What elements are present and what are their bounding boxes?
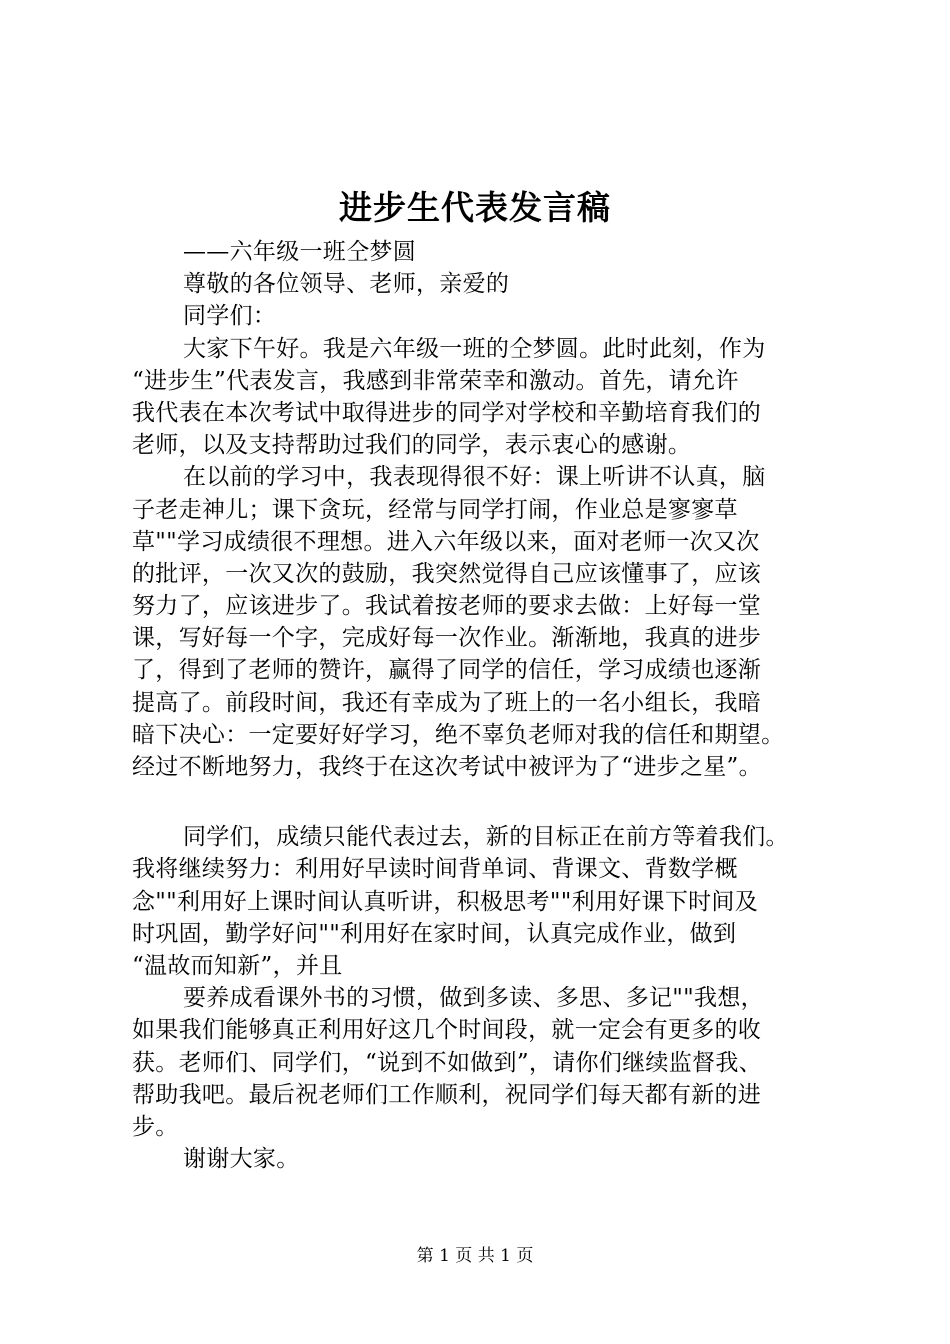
text-line: 老师，以及支持帮助过我们的同学，表示衷心的感谢。	[132, 432, 692, 459]
text-line: 谢谢大家。	[183, 1146, 300, 1173]
text-line: 了，得到了老师的赞许，赢得了同学的信任，学习成绩也逐渐	[132, 657, 762, 684]
text-line: 要养成看课外书的习惯，做到多读、多思、多记""我想，	[183, 985, 764, 1012]
page-footer: 第 1 页 共 1 页	[416, 1246, 534, 1266]
text-line: 课，写好每一个字，完成好每一次作业。渐渐地，我真的进步	[132, 625, 762, 652]
text-line: 步。	[132, 1113, 179, 1140]
text-line: 尊敬的各位领导、老师，亲爱的	[183, 271, 510, 298]
text-line: 暗下决心：一定要好好学习，绝不辜负老师对我的信任和期望。	[132, 721, 785, 748]
text-line: 我代表在本次考试中取得进步的同学对学校和辛勤培育我们的	[132, 399, 762, 426]
text-line: 帮助我吧。最后祝老师们工作顺利，祝同学们每天都有新的进	[132, 1081, 762, 1108]
document-title: 进步生代表发言稿	[339, 188, 611, 227]
text-line: 大家下午好。我是六年级一班的仝梦圆。此时此刻，作为	[183, 335, 766, 362]
text-line: 经过不断地努力，我终于在这次考试中被评为了“进步之星”。	[132, 754, 762, 780]
text-line: “进步生”代表发言，我感到非常荣幸和激动。首先，请允许	[132, 367, 739, 394]
text-line: 草""学习成绩很不理想。进入六年级以来，面对老师一次又次	[132, 528, 760, 555]
text-line: 子老走神儿；课下贪玩，经常与同学打闹，作业总是寥寥草	[132, 496, 738, 523]
text-line: ——六年级一班仝梦圆	[183, 239, 416, 265]
text-line: 同学们：	[183, 303, 277, 330]
text-line: 我将继续努力：利用好早读时间背单词、背课文、背数学概	[132, 856, 738, 883]
text-line: 在以前的学习中，我表现得很不好：课上听讲不认真，脑	[183, 464, 766, 491]
text-line: 提高了。前段时间，我还有幸成为了班上的一名小组长，我暗	[132, 689, 762, 716]
text-line: 努力了，应该进步了。我试着按老师的要求去做：上好每一堂	[132, 593, 762, 620]
text-line: 时巩固，勤学好问""利用好在家时间，认真完成作业，做到	[132, 920, 737, 947]
paragraph-gap	[132, 783, 862, 821]
text-line: 获。老师们、同学们，“说到不如做到”，请你们继续监督我、	[132, 1049, 762, 1076]
text-line: 念""利用好上课时间认真听讲，积极思考""利用好课下时间及	[132, 888, 759, 915]
text-line: 同学们，成绩只能代表过去，新的目标正在前方等着我们。	[183, 824, 789, 851]
text-line: 如果我们能够真正利用好这几个时间段，就一定会有更多的收	[132, 1017, 762, 1044]
document-body	[132, 236, 862, 1175]
text-line: 的批评，一次又次的鼓励，我突然觉得自己应该懂事了，应该	[132, 560, 762, 587]
text-line: “温故而知新”，并且	[132, 952, 343, 979]
